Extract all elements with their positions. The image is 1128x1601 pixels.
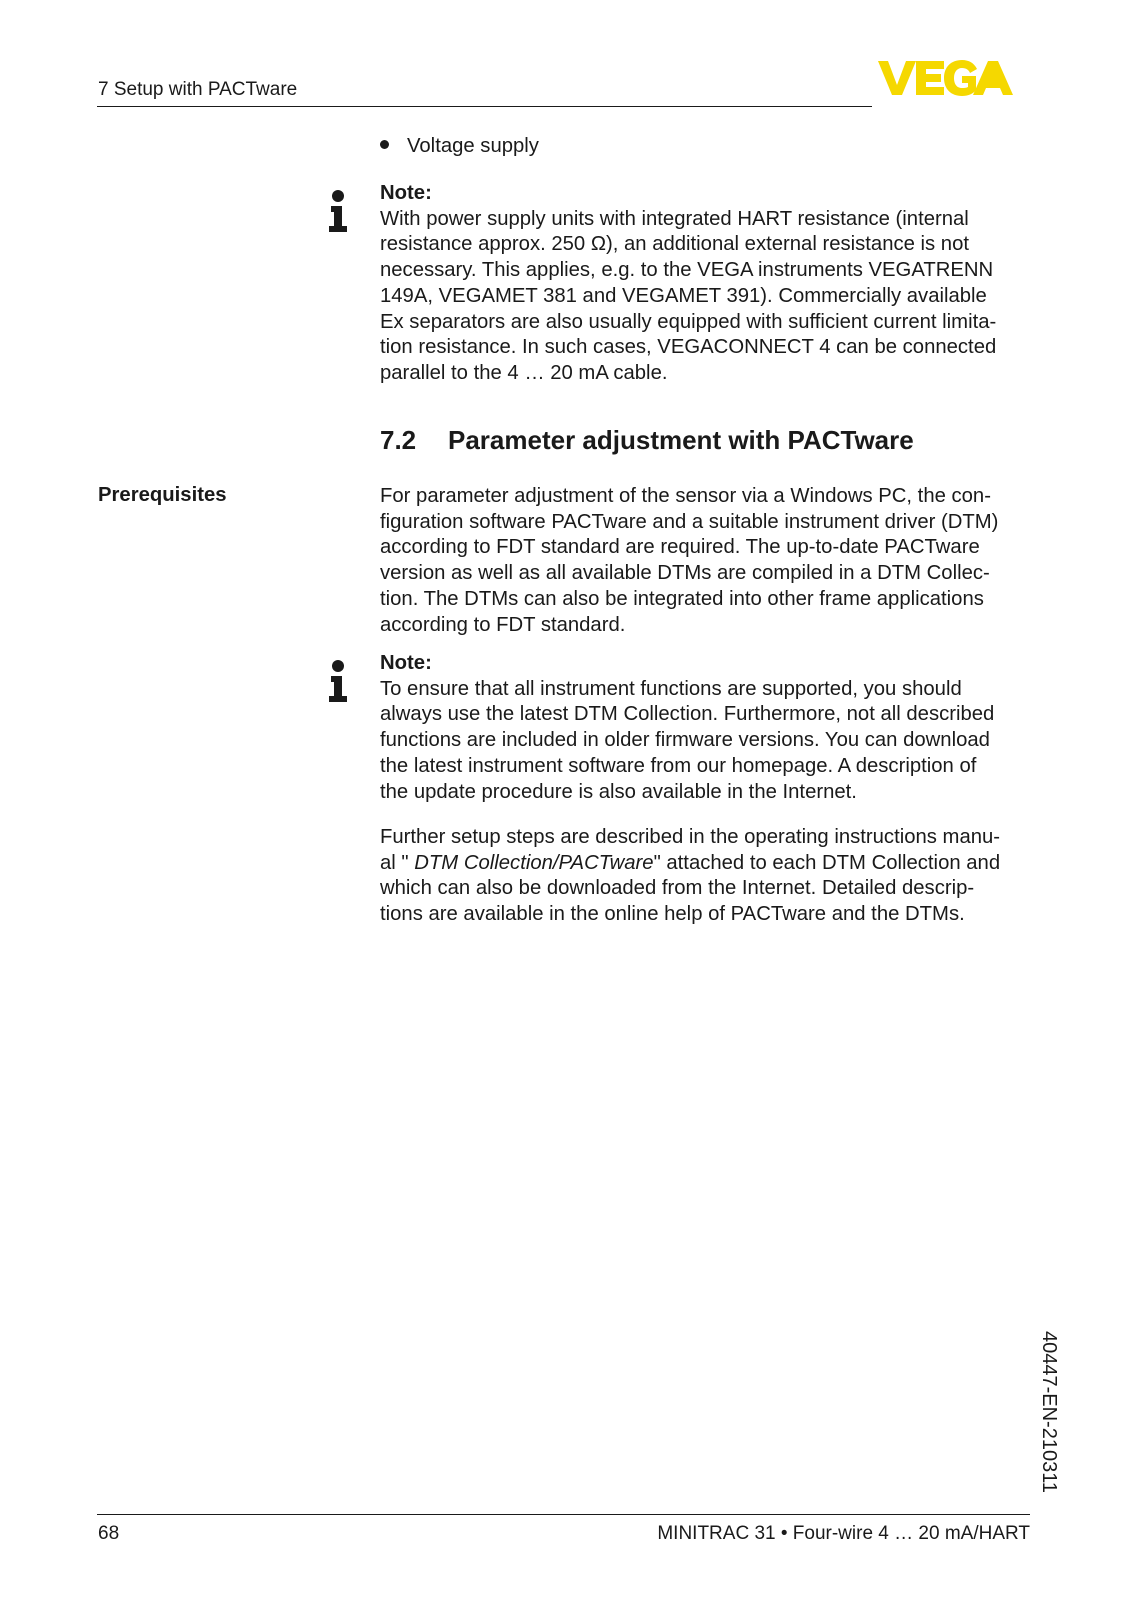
note-line: 149A, VEGAMET 381 and VEGAMET 391). Commercially available xyxy=(380,284,987,307)
paragraph-line: according to FDT standard are required. The up-to-date PACTware xyxy=(380,536,980,559)
note-line: parallel to the 4 … 20 mA cable. xyxy=(380,361,668,384)
bullet-item xyxy=(380,134,1030,160)
bullet-dot-icon xyxy=(380,140,389,149)
section-title: Parameter adjustment with PACTware xyxy=(448,425,914,455)
paragraph-line: For parameter adjustment of the sensor via a Windows PC, the con- xyxy=(380,485,991,507)
document-code: 40447-EN-210311 xyxy=(1038,1331,1060,1493)
note-block-2 xyxy=(380,651,1030,805)
paragraph-line: according to FDT standard. xyxy=(380,613,626,636)
note-line: the latest instrument software from our homepage. A description of xyxy=(380,754,977,777)
paragraph-line: which can also be downloaded from the Internet. Detailed descrip- xyxy=(380,877,975,900)
page-number: 68 xyxy=(98,1523,120,1544)
note-line: With power supply units with integrated HART resistance (internal xyxy=(380,207,969,230)
note-line: always use the latest DTM Collection. Furthermore, not all described xyxy=(380,703,995,726)
text-segment: " attached to each DTM Collection and xyxy=(653,851,1001,874)
note-line: the update procedure is also available in the Internet. xyxy=(380,780,857,803)
bullet-text: Voltage supply xyxy=(407,135,539,157)
note-block-1 xyxy=(380,181,1030,387)
note-line: To ensure that all instrument functions are supported, you should xyxy=(380,677,962,700)
section-number: 7.2 xyxy=(380,425,417,455)
note-line: Ex separators are also usually equipped with sufficient current limita- xyxy=(380,310,997,333)
italic-reference: DTM Collection/PACTware xyxy=(414,851,654,874)
paragraph-line: tion. The DTMs can also be integrated into other frame applications xyxy=(380,587,984,610)
section-heading xyxy=(380,425,914,456)
paragraph-line: tions are available in the online help of PACTware and the DTMs. xyxy=(380,903,965,926)
paragraph-line: version as well as all available DTMs are compiled in a DTM Collec- xyxy=(380,562,990,585)
note-title: Note: xyxy=(380,652,432,674)
info-icon xyxy=(327,190,349,234)
header-section-title: 7 Setup with PACTware xyxy=(98,79,298,100)
side-label-prerequisites: Prerequisites xyxy=(98,484,227,506)
text-segment: al " xyxy=(380,851,415,874)
note-line: necessary. This applies, e.g. to the VEGA instruments VEGATRENN xyxy=(380,259,994,282)
info-icon xyxy=(327,660,349,704)
vega-logo xyxy=(878,57,1013,99)
paragraph-prerequisites xyxy=(380,484,1030,638)
paragraph-line: figuration software PACTware and a suitable instrument driver (DTM) xyxy=(380,510,999,533)
note-line: resistance approx. 250 Ω), an additional external resistance is not xyxy=(380,233,969,256)
note-title: Note: xyxy=(380,182,432,204)
footer-divider xyxy=(97,1514,1030,1515)
paragraph-further-setup xyxy=(380,825,1030,928)
note-line: tion resistance. In such cases, VEGACONNECT 4 can be connected xyxy=(380,336,997,359)
note-line: functions are included in older firmware versions. You can download xyxy=(380,729,990,752)
header-divider xyxy=(97,106,872,107)
paragraph-line: Further setup steps are described in the operating instructions manu- xyxy=(380,826,1001,848)
footer-document-title: MINITRAC 31 • Four-wire 4 … 20 mA/HART xyxy=(657,1523,1030,1544)
paragraph-line xyxy=(380,851,1030,877)
